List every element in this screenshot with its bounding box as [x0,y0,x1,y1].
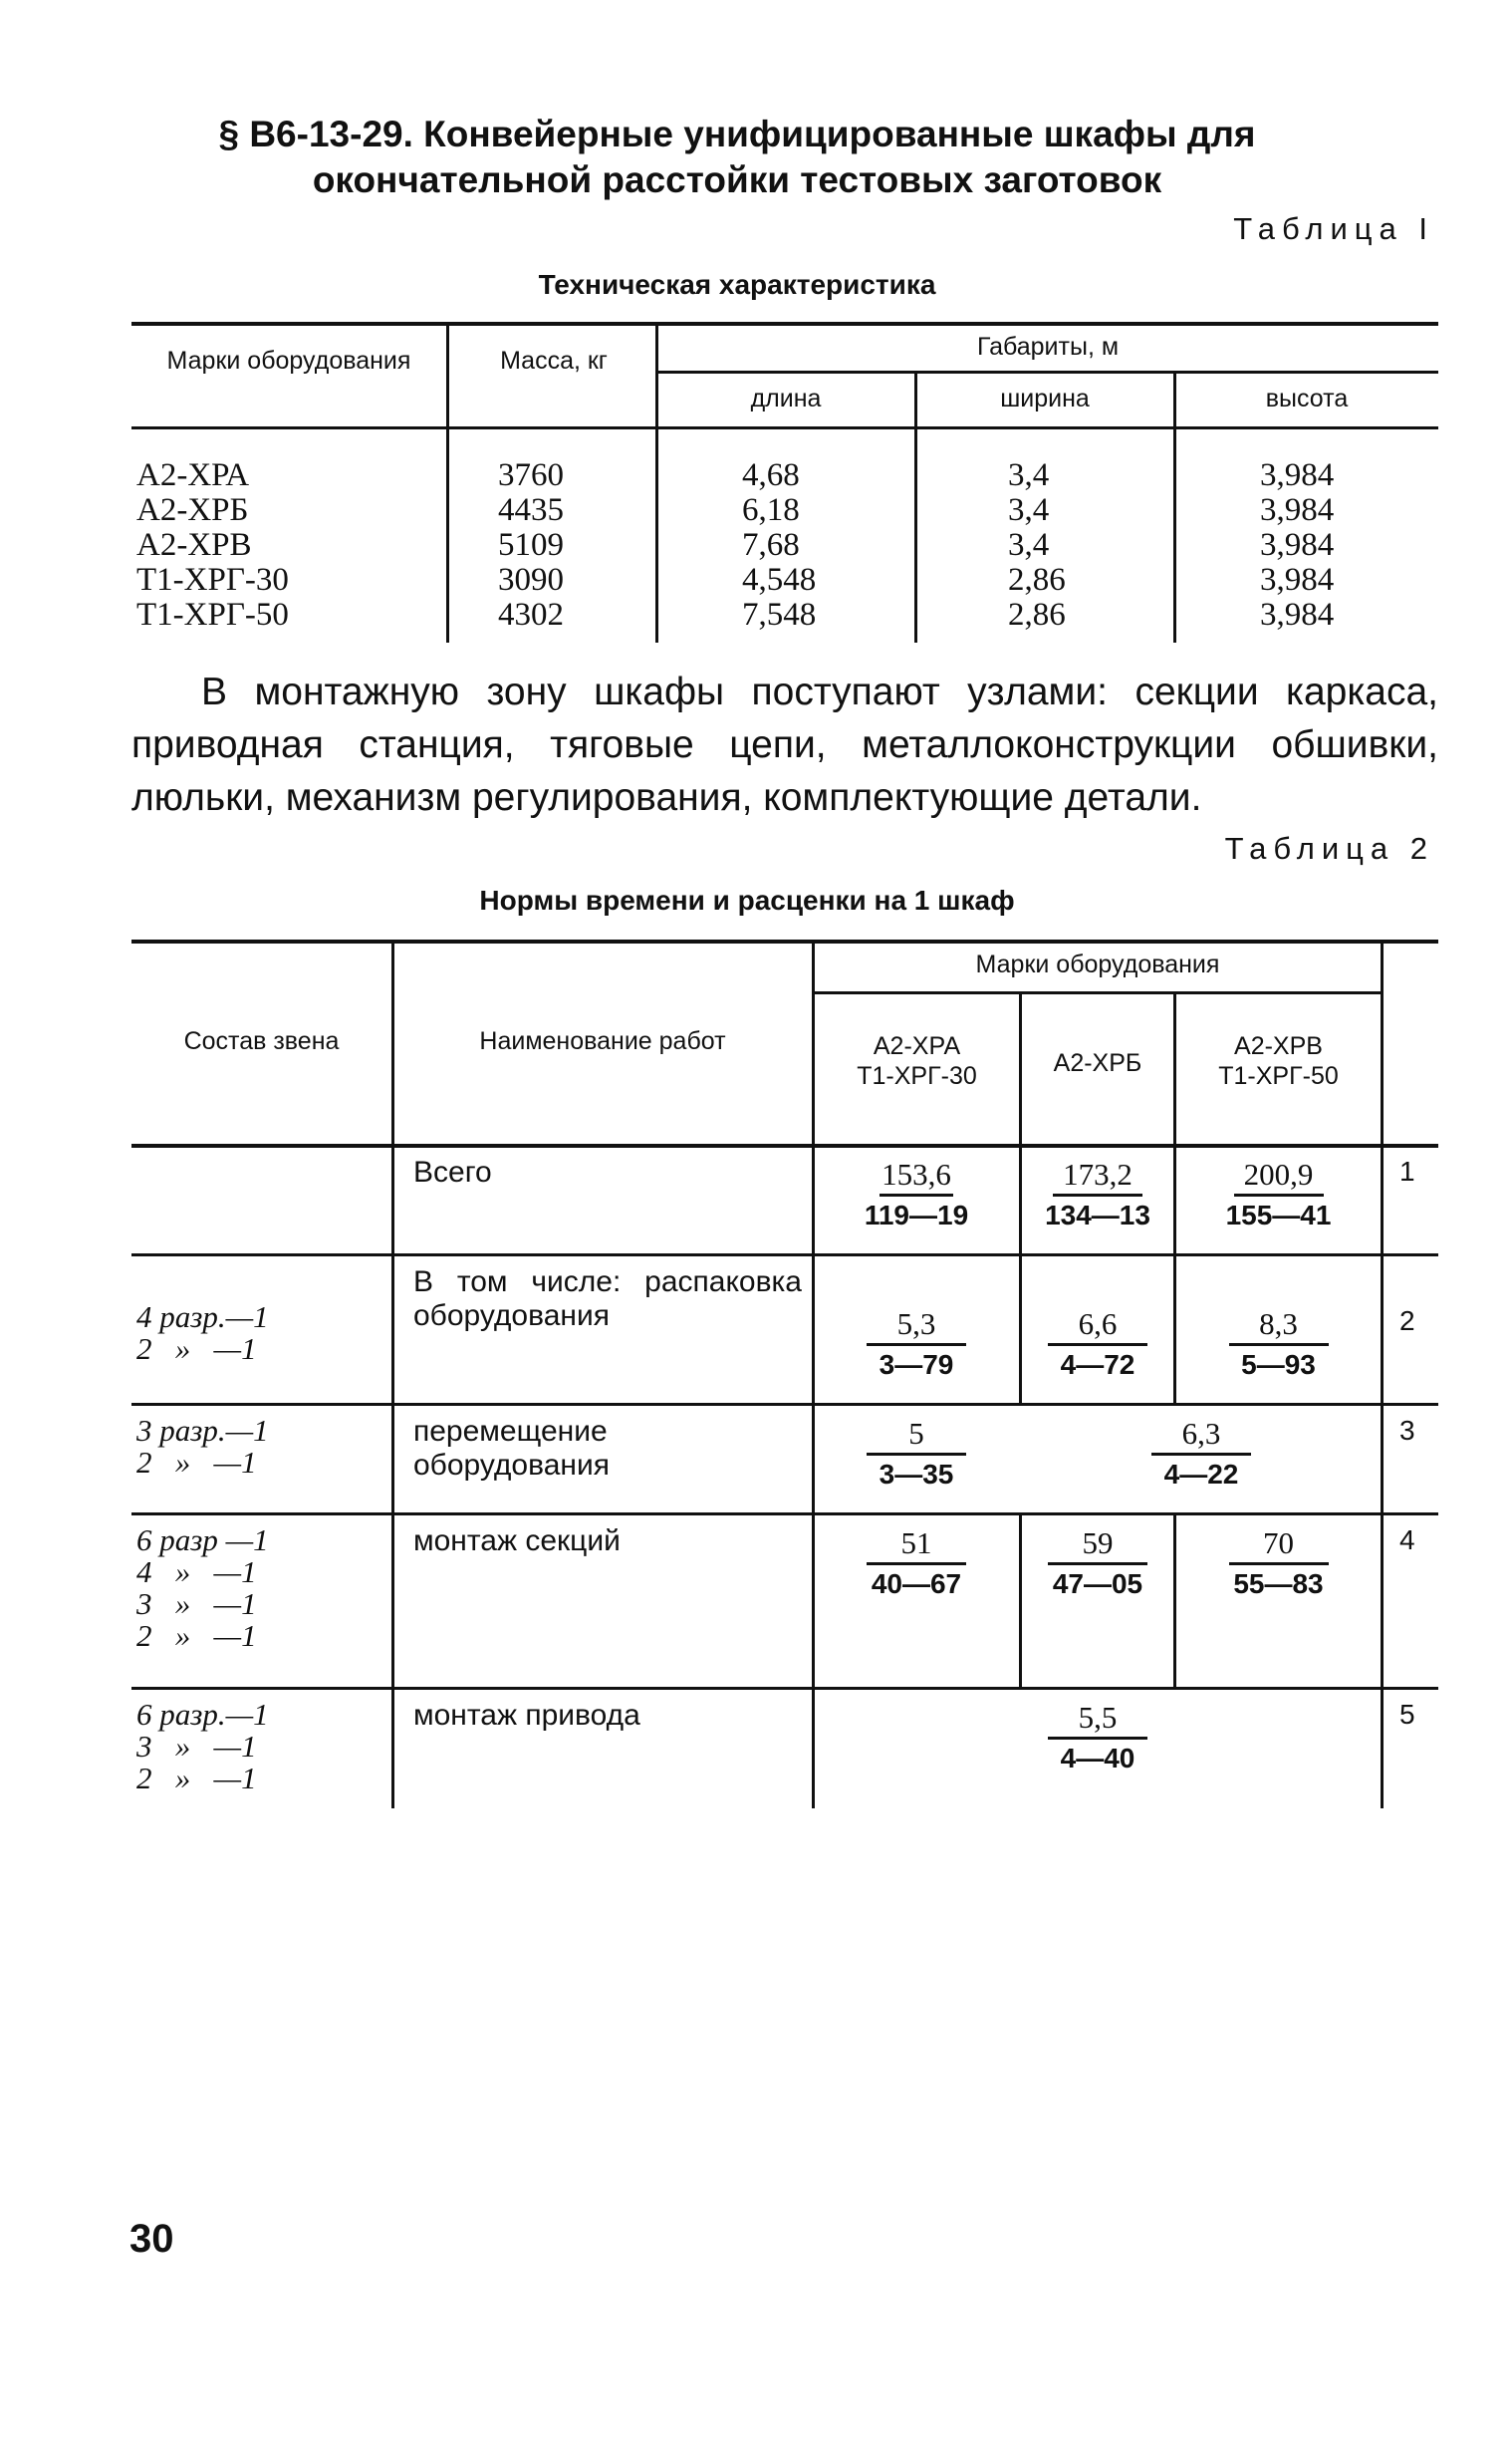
t2-row2-crew: 4 разр.—1 2 » —1 [136,1299,269,1366]
table-cell: Т1-ХРГ-50 [136,597,289,633]
fraction-denominator: 119—19 [864,1200,969,1230]
fraction-denominator: 55—83 [1233,1568,1324,1599]
t2-header-work: Наименование работ [479,1027,726,1055]
t2-row3-v23 [1022,1415,1381,1494]
table-cell: 3,984 [1260,492,1335,528]
table-cell: 4435 [498,492,564,528]
table-cell: А2-ХРБ [136,492,249,528]
page-number: 30 [129,2217,174,2261]
table-cell: Т1-ХРГ-30 [136,562,289,598]
fraction-denominator: 5—93 [1241,1349,1316,1380]
table-cell: 5109 [498,527,564,563]
table-cell: 3,4 [1008,492,1050,528]
table-cell: 4,548 [742,562,817,598]
t2-row5-crew: 6 разр.—1 3 » —1 2 » —1 [136,1697,269,1795]
fraction-denominator: 47—05 [1052,1568,1143,1599]
t2-row4-number: 4 [1399,1524,1415,1555]
fraction-numerator: 5 [908,1416,924,1451]
fraction-numerator: 6,6 [1078,1306,1118,1341]
t2-row1-work: Всего [413,1156,492,1189]
col3-line1: А2-ХРВ [1234,1032,1323,1060]
fraction-numerator: 5,3 [896,1306,936,1341]
t1-header-mass: Масса, кг [500,347,608,375]
table2-caption: Нормы времени и расценки на 1 шкаф [479,885,1015,916]
table-cell: 4302 [498,597,564,633]
t2-row3-number: 3 [1399,1415,1415,1446]
table-cell: 3090 [498,562,564,598]
table-cell: 2,86 [1008,597,1066,633]
table1-label: Таблица I [1233,211,1434,246]
t1-header-brand: Марки оборудования [166,347,411,375]
t2-row5-v123 [815,1699,1381,1777]
fraction-denominator: 3—79 [879,1349,954,1380]
t2-header-col2: А2-ХРБ [1053,1049,1142,1077]
table-cell: 6,18 [742,492,800,528]
t2-row3-crew: 3 разр.—1 2 » —1 [136,1413,269,1480]
t2-header-col1 [815,1031,1019,1091]
table-cell: 3,984 [1260,562,1335,598]
fraction-numerator: 153,6 [882,1157,951,1192]
t1-col-height [1260,458,1399,633]
t1-header-height: высота [1265,385,1349,412]
t1-col-brand [136,458,435,633]
fraction-denominator: 155—41 [1225,1200,1332,1230]
t2-row2-v1 [817,1305,1016,1384]
t1-col-length [742,458,891,633]
fraction-numerator: 173,2 [1063,1157,1133,1192]
fraction-denominator: 3—35 [879,1459,954,1490]
t1-col-width [1008,458,1128,633]
fraction-denominator: 4—22 [1163,1459,1239,1490]
t2-row1-v2 [1022,1156,1173,1234]
t1-header-width: ширина [1000,385,1090,412]
t2-row2-v2 [1022,1305,1173,1384]
col1-line1: А2-ХРА [873,1032,961,1060]
t1-col-mass [498,458,618,633]
t2-row5-work: монтаж привода [413,1699,640,1732]
t2-header-col3 [1176,1031,1381,1091]
table-cell: 3,984 [1260,457,1335,493]
table-cell: 3,984 [1260,597,1335,633]
table2-label: Таблица 2 [1224,831,1434,866]
col1-line2: Т1-ХРГ-30 [857,1062,977,1090]
t2-row3-v1 [817,1415,1016,1494]
t1-header-length: длина [750,385,822,412]
table-cell: 3,4 [1008,527,1050,563]
body-paragraph: В монтажную зону шкафы поступают узлами: секции каркаса, приводная станция, тяговые цепи, металлоконструкции обшивки, люльки, механизм регулирования, комплектующие детали. [131,671,1438,819]
section-title-line-1: § В6-13-29. Конвейерные унифицированные шкафы для [218,114,1256,154]
t2-row4-v2 [1022,1524,1173,1603]
col3-line2: Т1-ХРГ-50 [1218,1062,1339,1090]
fraction-numerator: 200,9 [1243,1157,1314,1192]
section-title [129,112,1345,203]
t2-row4-v1 [817,1524,1016,1603]
fraction-denominator: 4—40 [1060,1743,1135,1773]
fraction-numerator: 6,3 [1181,1416,1221,1451]
table-cell: 3760 [498,457,564,493]
table1-caption: Техническая характеристика [538,269,936,300]
t2-row4-work: монтаж секций [413,1524,621,1557]
table-cell: 7,68 [742,527,800,563]
t2-row2-work: В том числе: распаковка оборудования [413,1265,802,1332]
table-cell: 7,548 [742,597,817,633]
t2-row3-work: перемещение оборудования [413,1415,610,1482]
table-cell: 3,4 [1008,457,1050,493]
t2-row1-v1 [817,1156,1016,1234]
fraction-numerator: 51 [900,1525,932,1560]
t2-row2-number: 2 [1399,1305,1415,1336]
fraction-denominator: 4—72 [1060,1349,1135,1380]
fraction-denominator: 134—13 [1045,1200,1150,1230]
fraction-numerator: 70 [1263,1525,1294,1560]
table-cell: 4,68 [742,457,800,493]
table-cell: А2-ХРА [136,457,250,493]
table-cell: 3,984 [1260,527,1335,563]
t2-row4-crew: 6 разр —1 4 » —1 3 » —1 2 » —1 [136,1522,269,1653]
t2-row4-v3 [1176,1524,1381,1603]
t2-row1-v3 [1176,1156,1381,1234]
fraction-denominator: 40—67 [871,1568,962,1599]
section-title-line-2: окончательной расстойки тестовых заготовок [312,159,1162,200]
t2-header-crew: Состав звена [183,1027,340,1055]
fraction-numerator: 5,5 [1078,1700,1118,1735]
fraction-numerator: 8,3 [1259,1306,1298,1341]
t1-header-dims: Габариты, м [976,333,1120,361]
t2-header-brands: Марки оборудования [975,951,1220,978]
t2-row2-v3 [1176,1305,1381,1384]
fraction-numerator: 59 [1082,1525,1114,1560]
t2-row1-number: 1 [1399,1156,1415,1187]
t2-row5-number: 5 [1399,1699,1415,1730]
table-cell: 2,86 [1008,562,1066,598]
table-cell: А2-ХРВ [136,527,252,563]
